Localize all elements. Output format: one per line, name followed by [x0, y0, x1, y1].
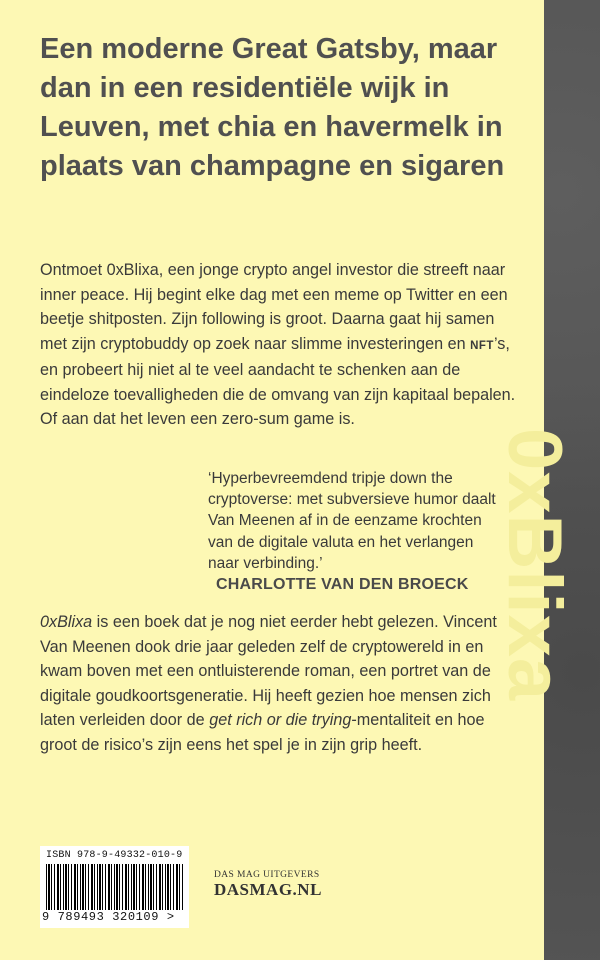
blurb-paragraph-2 [40, 610, 520, 757]
quote-author: CHARLOTTE VAN DEN BROECK [216, 576, 469, 593]
barcode-bars [46, 864, 184, 910]
blurb-2-part-2: -mentaliteit en hoe groot de risico’s zijn eens het spel je in zijn grip heeft. [40, 711, 485, 754]
headline: Een moderne Great Gatsby, maar dan in een residentiële wijk in Leuven, met chia en havermelk in plaats van champagne en sigaren [40, 33, 505, 182]
review-quote: ‘Hyperbevreemdend tripje down the cryptoverse: met subversieve humor daalt Van Meenen af in de eenzame krochten van de digitale valuta en het verlangen naar verbinding.’ [208, 470, 496, 572]
blurb-1-part-1: Ontmoet 0xBlixa, een jonge crypto angel investor die streeft naar inner peace. Hij begint elke dag met een meme op Twitter en een beetje shitposten. Zijn following is groot. Daarna gaat hij samen met zijn cryptobuddy op zoek naar slimme investeringen en [40, 261, 508, 353]
blurb-1-part-2: ’s, en probeert hij niet al te veel aandacht te schenken aan de eindeloze toevalligheden die de omvang van zijn kapitaal bepalen. Of aan dat het leven een zero-sum game is. [40, 334, 516, 428]
isbn-barcode [40, 846, 189, 928]
ean-digits: 9 789493 320109 > [42, 910, 175, 924]
blurb-2-part-1: is een boek dat je nog niet eerder hebt gelezen. Vincent Van Meenen dook drie jaar geleden zelf de cryptowereld in en kwam boven met een ontluisterende roman, een portret van de digitale goudkoortsgeneratie. Hij heeft gezien hoe mensen zich laten verleiden door de [40, 613, 497, 729]
italic-phrase: get rich or die trying [209, 711, 352, 729]
book-title-italic: 0xBlixa [40, 613, 93, 631]
spine-title: 0xBlixa [492, 428, 577, 702]
publisher-name: DAS MAG UITGEVERS [214, 870, 320, 880]
isbn-label: ISBN 978-9-49332-010-9 [46, 850, 183, 861]
blurb-paragraph-1 [40, 258, 520, 432]
nft-abbreviation: NFT [470, 339, 494, 352]
publisher-url: DASMAG.NL [214, 880, 322, 899]
